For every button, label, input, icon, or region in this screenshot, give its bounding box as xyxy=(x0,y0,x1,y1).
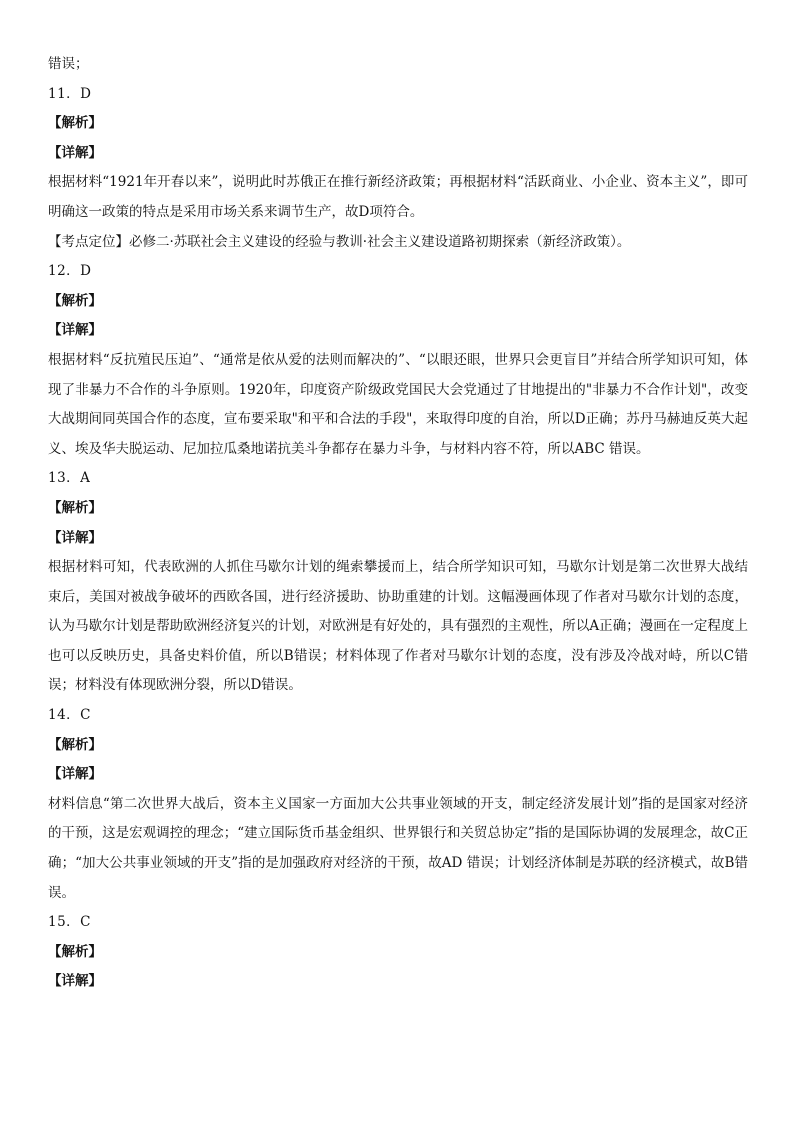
analysis-label-14: 【解析】 xyxy=(48,736,102,753)
explanation-paragraph-14: 材料信息“第二次世界大战后，资本主义国家一方面加大公共事业领域的开支，制定经济发展计划”指的是国家对经济的干预，这是宏观调控的理念；“建立国际货币基金组织、世界银行和关贸总协定”指的是国际协调的发展理念，故C正确；“加大公共事业领域的开支”指的是加强政府对经济的干预，故AD 错误；计划经济体制是苏联的经济模式，故B错误。 xyxy=(48,795,748,901)
explanation-paragraph-13: 根据材料可知，代表欧洲的人抓住马歇尔计划的绳索攀援而上，结合所学知识可知，马歇尔计划是第二次世界大战结束后，美国对被战争破坏的西欧各国，进行经济援助、协助重建的计划。这幅漫画体现了作者对马歇尔计划的态度，认为马歇尔计划是帮助欧洲经济复兴的计划，对欧洲是有好处的，具有强烈的主观性，所以A正确；漫画在一定程度上也可以反映历史，具备史料价值，所以B错误；材料体现了作者对马歇尔计划的态度，没有涉及冷战对峙，所以C错误；材料没有体现欧洲分裂，所以D错误。 xyxy=(48,559,748,694)
answer-number-15: 15．C xyxy=(48,914,92,931)
detail-label-15: 【详解】 xyxy=(48,973,102,990)
answer-number-11: 11．D xyxy=(48,85,92,102)
answer-number-12: 12．D xyxy=(48,263,92,280)
exam-point-note-11: 【考点定位】必修二·苏联社会主义建设的经验与教训·社会主义建设道路初期探索（新经济政策）。 xyxy=(48,233,631,250)
analysis-label-11: 【解析】 xyxy=(48,115,102,132)
document-page xyxy=(48,50,748,997)
analysis-label-13: 【解析】 xyxy=(48,499,102,516)
detail-label-11: 【详解】 xyxy=(48,144,102,161)
analysis-label-12: 【解析】 xyxy=(48,292,102,309)
analysis-label-15: 【解析】 xyxy=(48,943,102,960)
detail-label-13: 【详解】 xyxy=(48,529,102,546)
detail-label-12: 【详解】 xyxy=(48,322,102,339)
answer-number-13: 13．A xyxy=(48,470,91,487)
detail-label-14: 【详解】 xyxy=(48,766,102,783)
intro-text: 错误； xyxy=(48,56,89,72)
explanation-paragraph-11: 根据材料“1921年开春以来”，说明此时苏俄正在推行新经济政策；再根据材料“活跃商业、小企业、资本主义”，即可明确这一政策的特点是采用市场关系来调节生产，故D项符合。 xyxy=(48,174,748,220)
explanation-paragraph-12: 根据材料“反抗殖民压迫”、“通常是依从爱的法则而解决的”、“以眼还眼，世界只会更盲目”并结合所学知识可知，体现了非暴力不合作的斗争原则。1920年，印度资产阶级政党国民大会党通过了甘地提出的"非暴力不合作计划"，改变大战期间同英国合作的态度，宣布要采取"和平和合法的手段"，来取得印度的自治，所以D正确；苏丹马赫迪反英大起义、埃及华夫脱运动、尼加拉瓜桑地诺抗美斗争都存在暴力斗争，与材料内容不符，所以ABC 错误。 xyxy=(48,351,748,457)
answer-number-14: 14．C xyxy=(48,707,92,724)
